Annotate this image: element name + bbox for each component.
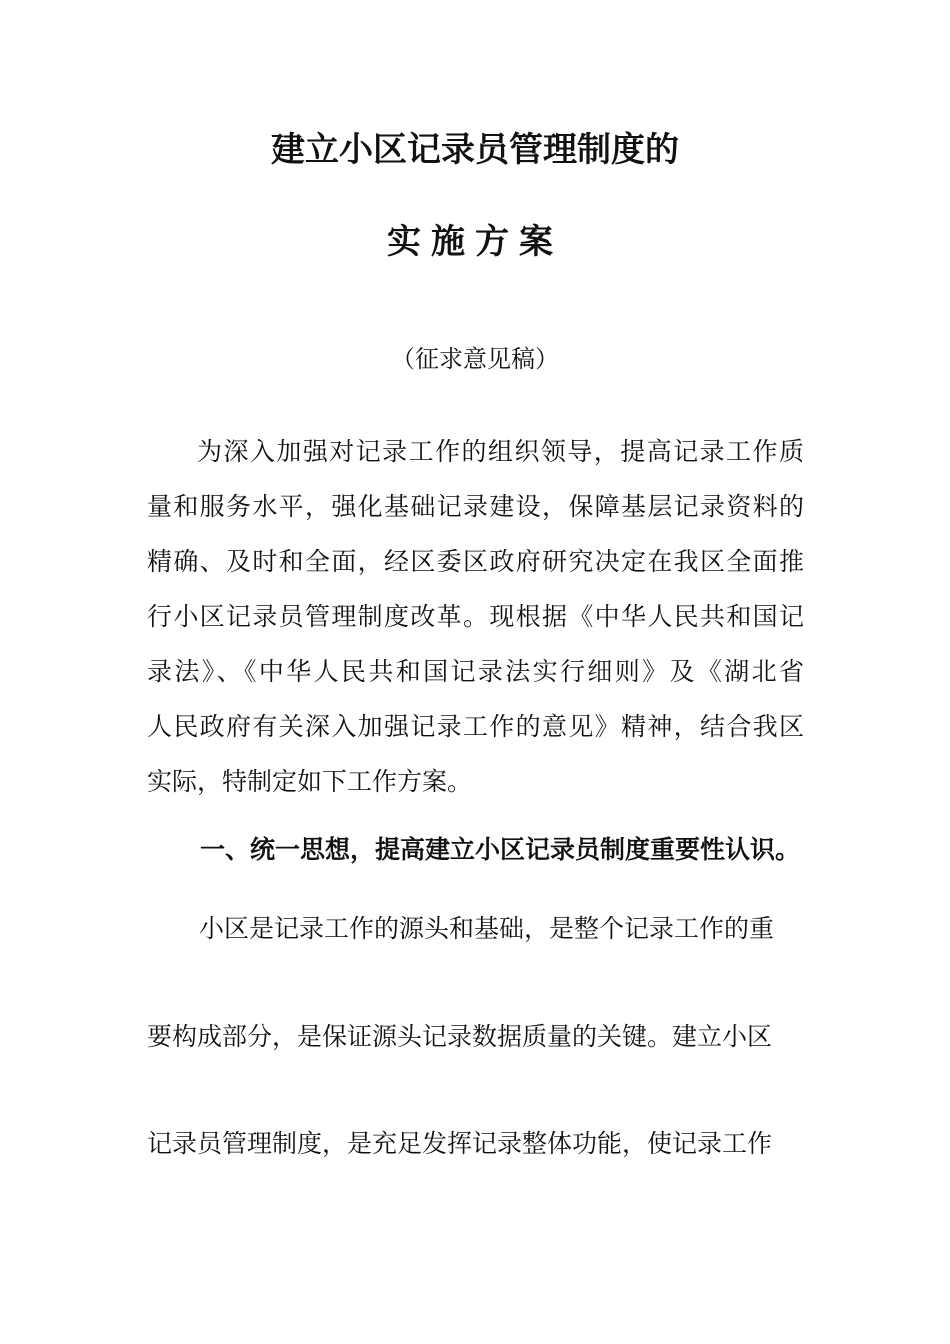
paragraph-line: 为深入加强对记录工作的组织领导，提高记录工作质 [197, 437, 804, 466]
document-title-line-2: 实施方案 [387, 222, 563, 262]
paragraph-line: 记录员管理制度，是充足发挥记录整体功能，使记录工作 [147, 1129, 773, 1158]
paragraph-line: 实际，特制定如下工作方案。 [147, 767, 473, 796]
document-subtitle: （征求意见稿） [391, 345, 559, 373]
paragraph-line: 录法》、《中华人民共和国记录法实行细则》及《湖北省 [147, 657, 804, 686]
paragraph-line: 小区是记录工作的源头和基础，是整个记录工作的重 [199, 914, 775, 943]
paragraph-line: 行小区记录员管理制度改革。现根据《中华人民共和国记 [147, 602, 804, 631]
paragraph-line: 量和服务水平，强化基础记录建设，保障基层记录资料的 [147, 492, 804, 521]
paragraph-line: 要构成部分，是保证源头记录数据质量的关键。建立小区 [147, 1022, 773, 1051]
paragraph-line: 人民政府有关深入加强记录工作的意见》精神，结合我区 [147, 712, 804, 741]
section-heading-1: 一、统一思想，提高建立小区记录员制度重要性认识。 [200, 835, 801, 864]
document-title-line-1: 建立小区记录员管理制度的 [271, 130, 679, 170]
paragraph-line: 精确、及时和全面，经区委区政府研究决定在我区全面推 [147, 547, 804, 576]
